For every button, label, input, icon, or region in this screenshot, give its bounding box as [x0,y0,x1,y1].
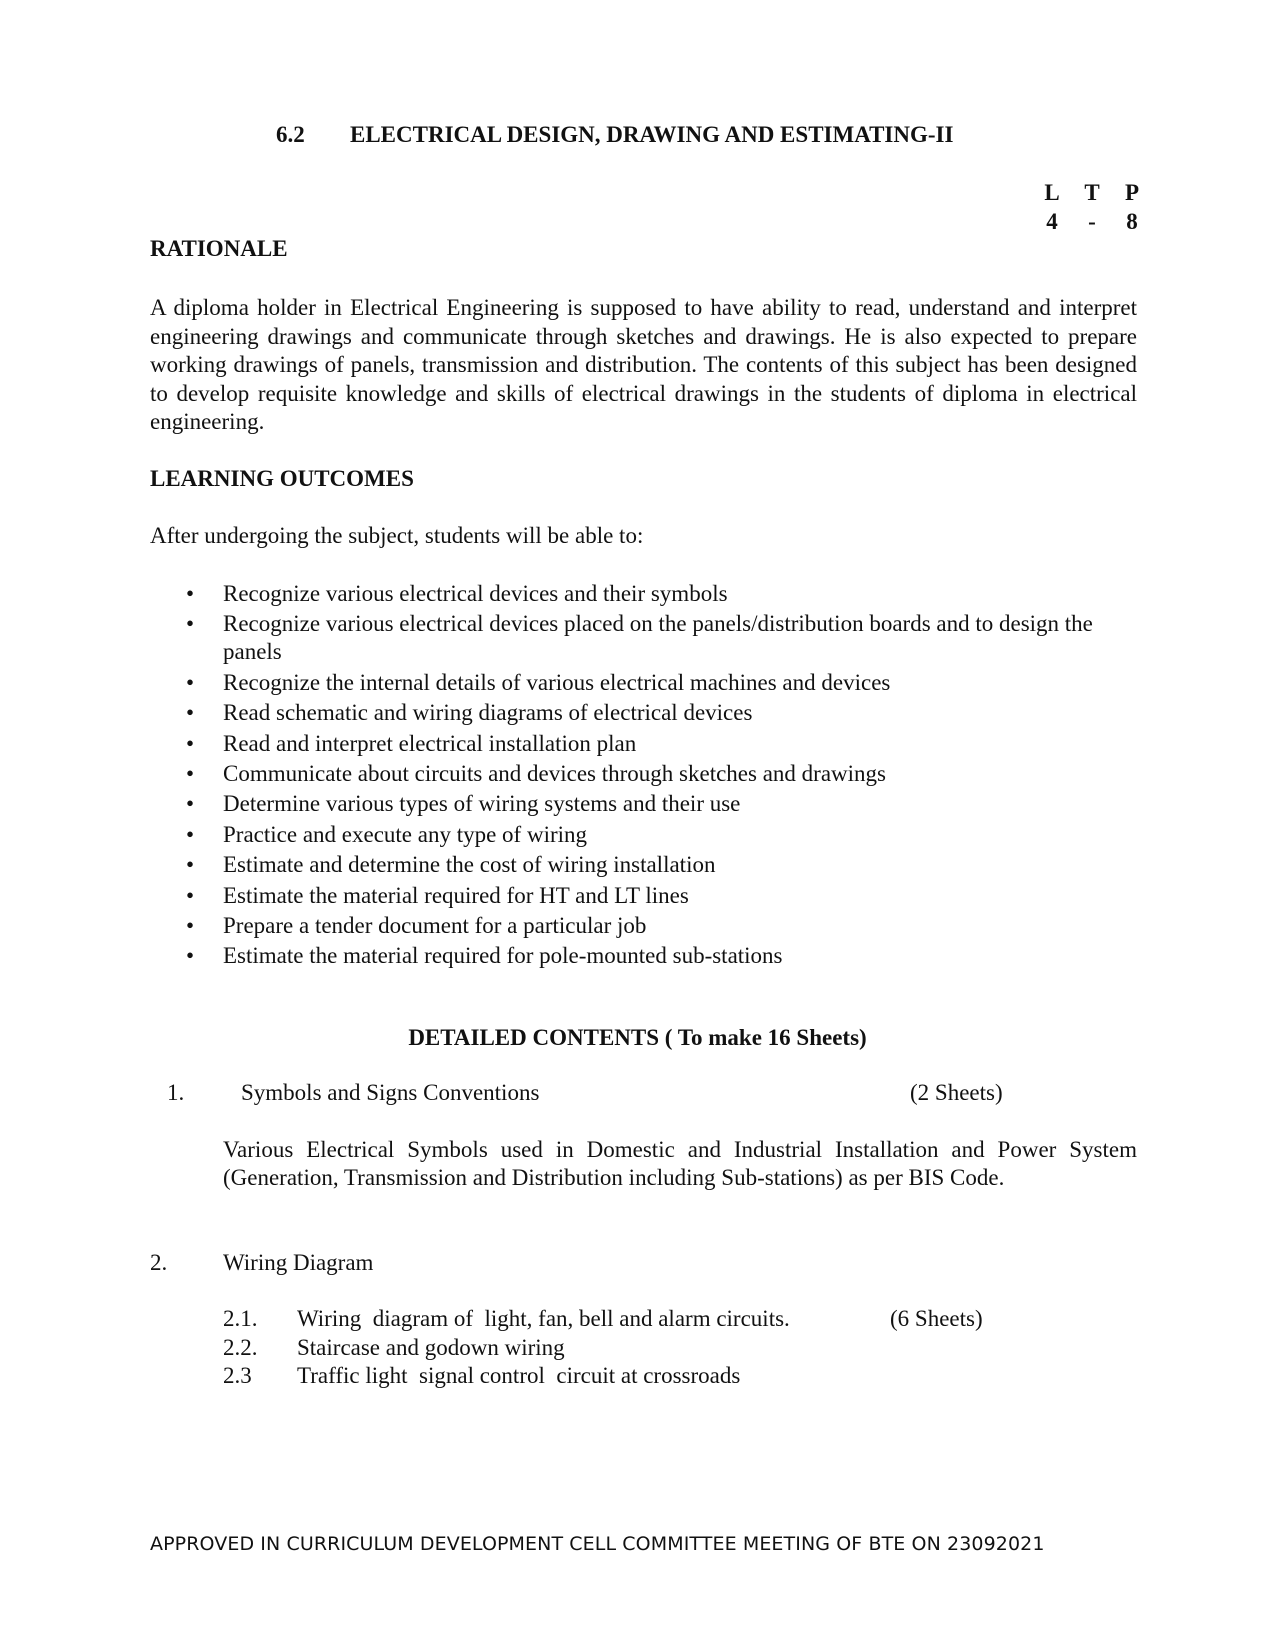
learning-outcomes-heading: LEARNING OUTCOMES [150,466,414,491]
subsection-2-1-sheets: (6 Sheets) [890,1306,983,1331]
subject-name: ELECTRICAL DESIGN, DRAWING AND ESTIMATING-II [350,122,954,147]
detailed-contents-heading: DETAILED CONTENTS ( To make 16 Sheets) [408,1025,867,1050]
ltp-value-t: - [1088,209,1096,234]
ltp-value-l: 4 [1046,209,1058,234]
bullet-icon: • [186,611,195,637]
bullet-icon: • [186,791,195,817]
bullet-icon: • [186,700,195,726]
subsection-2-3-text: Traffic light signal control circuit at crossroads [297,1363,741,1388]
ltp-header-l: L [1044,180,1060,205]
rationale-paragraph: A diploma holder in Electrical Engineering is supposed to have ability to read, understand and interpret engineering drawings and communicate through sketches and drawings. He is also expected to prepare working drawings of panels, transmission and distribution. The contents of this subject has been designed to develop requisite knowledge and skills of electrical drawings in the students of diploma in electrical engineering. [150,295,1137,435]
section-1-number: 1. [167,1080,185,1105]
subject-number: 6.2 [276,122,305,147]
section-1-sheets: (2 Sheets) [910,1080,1003,1105]
subsection-2-3-number: 2.3 [223,1363,252,1388]
list-item: • Estimate and determine the cost of wiring installation [186,852,716,878]
list-item: • Recognize various electrical devices and their symbols [186,581,728,606]
rationale-heading: RATIONALE [150,236,288,261]
list-item: • Recognize various electrical devices placed on the panels/distribution boards and to design the panels [186,611,1093,665]
list-item: • Read schematic and wiring diagrams of electrical devices [186,700,753,726]
subject-title [276,122,953,148]
ltp-headers [1040,178,1144,207]
bullet-icon: • [186,912,195,938]
learning-outcomes-intro: After undergoing the subject, students will be able to: [150,523,644,548]
learning-outcomes-list [150,580,1140,973]
bullet-icon: • [186,882,195,908]
list-item: • Practice and execute any type of wiring [186,821,588,847]
subsection-2-1-number: 2.1. [223,1306,258,1331]
list-item: • Recognize the internal details of various electrical machines and devices [186,669,891,695]
bullet-icon: • [186,760,195,786]
bullet-icon: • [186,669,195,695]
section-1-description: Various Electrical Symbols used in Domestic and Industrial Installation and Power System (Generation, Transmission and Distribution including Sub-stations) as per BIS Code. [223,1137,1137,1190]
list-item: • Estimate the material required for HT and LT lines [186,882,689,908]
list-item: • Prepare a tender document for a particular job [186,912,647,938]
list-item: • Read and interpret electrical installation plan [186,730,637,756]
list-item: • Communicate about circuits and devices through sketches and drawings [186,760,886,786]
ltp-block [1040,178,1144,236]
subsection-2-2-number: 2.2. [223,1335,258,1360]
ltp-header-t: T [1084,180,1100,205]
subsection-2-2-text: Staircase and godown wiring [297,1335,565,1360]
bullet-icon: • [186,821,195,847]
bullet-icon: • [186,581,195,606]
section-2-number: 2. [150,1250,168,1275]
section-2-title: Wiring Diagram [223,1250,374,1275]
subsection-2-1-text: Wiring diagram of light, fan, bell and alarm circuits. [297,1306,790,1331]
bullet-icon: • [186,943,195,969]
bullet-icon: • [186,852,195,878]
ltp-value-p: 8 [1126,209,1138,234]
ltp-values [1040,207,1144,236]
approval-footer: APPROVED IN CURRICULUM DEVELOPMENT CELL COMMITTEE MEETING OF BTE ON 23092021 [150,1533,1045,1555]
ltp-header-p: P [1124,180,1140,205]
list-item: • Estimate the material required for pole-mounted sub-stations [186,943,783,969]
bullet-icon: • [186,730,195,756]
list-item: • Determine various types of wiring systems and their use [186,791,741,817]
section-1-title: Symbols and Signs Conventions [241,1080,540,1105]
